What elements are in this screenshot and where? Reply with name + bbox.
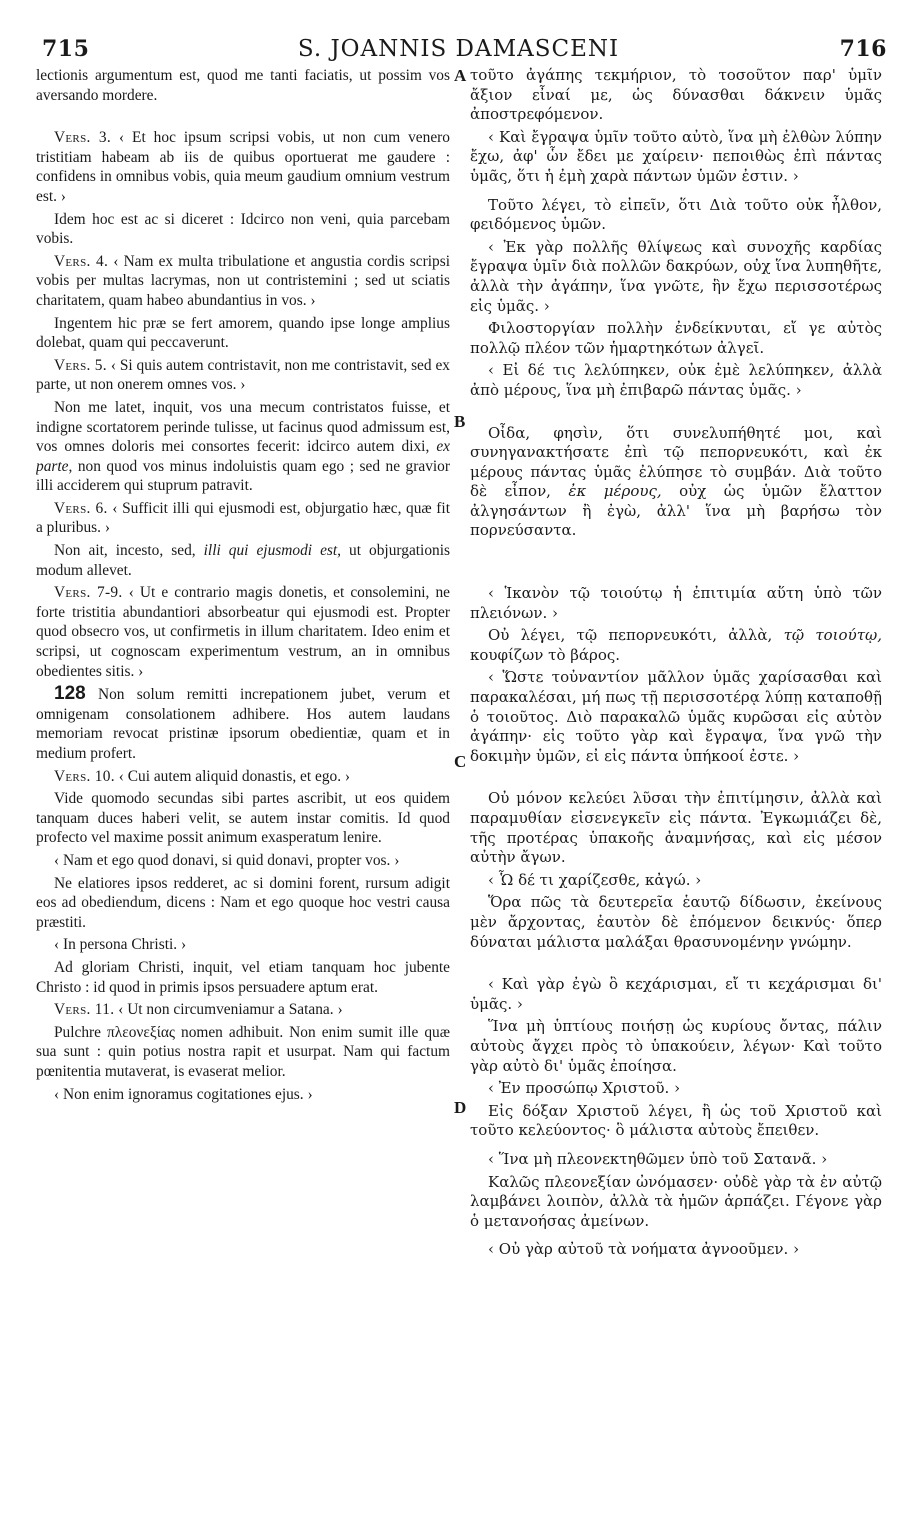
greek-paragraph: Οἶδα, φησὶν, ὅτι συνελυπήθητέ μοι, καὶ συνηγανακτήσατε ἐπὶ τῷ πεπορνευκότι, καὶ ἐκ μέρους πάντας ὑμᾶς ἐλύπησε τὸ συμβάν. Διὰ τοῦτο δὲ εἶπον, ἐκ μέρους, οὐχ ὡς ὑμῶν ἔλαττον ἀλγησάντων ἢ ἐγὼ, ἀλλ' ἵνα μὴ βαρήσω τὸν πορνεύσαντα. [470, 423, 882, 540]
greek-verse: ‹ Ἐκ γὰρ πολλῆς θλίψεως καὶ συνοχῆς καρδίας ἔγραψα ὑμῖν διὰ πολλῶν δακρύων, οὐχ ἵνα λυπηθῆτε, ἀλλὰ τὴν ἀγάπην, ἵνα γνῶτε, ἣν ἔχω περισσοτέρως εἰς ὑμᾶς. › [470, 237, 882, 315]
latin-verse-7-9: Vers. 7-9. ‹ Ut e contrario magis donetis, et consolemini, ne forte tristitia abundantiori absorbeatur qui ejusmodi est. Propter quod obsecro vos, ut confirmetis in illum charitatem. Ideo enim et scripsi, ut cognoscam experimentum vestrum, an in omnibus obedientes sitis. › [36, 584, 450, 680]
page-number-left: 715 [42, 36, 90, 62]
latin-quote: ‹ Non enim ignoramus cogitationes ejus. › [54, 1085, 313, 1103]
latin-paragraph: Ingentem hic præ se fert amorem, quando ipse longe amplius dolebat, quam qui peccaverunt. [36, 314, 450, 352]
greek-verse: ‹ Ἵνα μὴ πλεονεκτηθῶμεν ὑπὸ τοῦ Σατανᾶ. › [488, 1149, 828, 1168]
greek-paragraph: Ὅρα πῶς τὰ δευτερεῖα ἑαυτῷ δίδωσιν, ἐκείνους μὲν ἄρχοντας, ἑαυτὸν δὲ ἑπόμενον δεικνύς· ὅπερ δύναται μάλιστα μαλάξαι θρασυνομένην γνώμην. [470, 893, 882, 951]
greek-verse: ‹ Οὐ γὰρ αὐτοῦ τὰ νοήματα ἀγνοοῦμεν. › [488, 1240, 800, 1259]
latin-paragraph: Non me latet, inquit, vos una mecum contristatos fuisse, et indigne scortatorem perinde tulisse, ut facinus quod admissum est, vos omnes doloris mei consortes fecerit: idcirco autem dixi, ex parte, non quod vos minus indoluistis quam ego ; sed ne gravior illi acciderem qui stuprum patravit. [36, 398, 450, 495]
greek-paragraph: Οὐ μόνον κελεύει λῦσαι τὴν ἐπιτίμησιν, ἀλλὰ καὶ παραμυθίαν εἰσενεγκεῖν εἰς πάντα. Ἐγκωμιάζει δὲ, τῆς προτέρας ὑπακοῆς ἀναμνήσας, καὶ εἰς μέσον αὐτὴν ἄγων. [470, 789, 882, 867]
latin-verse-11: Vers. 11. ‹ Ut non circumveniamur a Satana. › [54, 1001, 343, 1019]
latin-paragraph: 128 Non solum remitti increpationem jubet, verum et omnigenam consolationem adhibere. Hos autem laudans memoriam revocat pristinæ ipsorum obedientiæ, quam et in medium profert. [36, 683, 450, 762]
greek-verse: ‹ Εἰ δέ τις λελύπηκεν, οὐκ ἐμὲ λελύπηκεν, ἀλλὰ ἀπὸ μέρους, ἵνα μὴ ἐπιβαρῶ πάντας ὑμᾶς. › [470, 361, 882, 399]
running-title: S. JOANNIS DAMASCENI [297, 36, 620, 62]
latin-paragraph: Vide quomodo secundas sibi partes ascribit, ut eos quidem tanquam duces haberi velit, se autem instar comitis. Id quod profecto vel maxime possit animum exasperatum lenire. [36, 790, 450, 847]
greek-paragraph: Εἰς δόξαν Χριστοῦ λέγει, ἢ ὡς τοῦ Χριστοῦ καὶ τοῦτο κελεύοντος· ὃ μάλιστα αὐτοὺς ἔπειθεν. [470, 1101, 882, 1140]
latin-quote: ‹ In persona Christi. › [54, 936, 187, 954]
greek-paragraph: Τοῦτο λέγει, τὸ εἰπεῖν, ὅτι Διὰ τοῦτο οὐκ ἦλθον, φειδόμενος ὑμῶν. [470, 195, 882, 234]
margin-marker-b: B [454, 412, 466, 431]
greek-verse: ‹ Ὧ δέ τι χαρίζεσθε, κἀγώ. › [488, 870, 702, 889]
verse-label: Vers. 7-9. [54, 584, 123, 602]
greek-verse: ‹ Ἐν προσώπῳ Χριστοῦ. › [488, 1079, 681, 1098]
latin-paragraph: Idem hoc est ac si diceret : Idcirco non veni, quia parcebam vobis. [36, 210, 450, 248]
latin-verse-5: Vers. 5. ‹ Si quis autem contristavit, non me contristavit, sed ex parte, ut non onerem omnes vos. › [36, 356, 450, 394]
latin-paragraph: Pulchre πλεονεξίας nomen adhibuit. Non enim sumit ille quæ sua sunt : quin potius nostra rapit et usurpat. Nam qui factum pœnitentia mutaverat, is evaserat melior. [36, 1023, 450, 1080]
latin-verse-4: Vers. 4. ‹ Nam ex multa tribulatione et angustia cordis scripsi vobis per multas lacrymas, non ut contristemini ; sed ut sciatis charitatem, quam habeo abundantius in vos. › [36, 252, 450, 309]
latin-column [36, 66, 450, 1107]
greek-verse: ‹ Καὶ γὰρ ἐγὼ ὃ κεχάρισμαι, εἴ τι κεχάρισμαι δι' ὑμᾶς. › [470, 975, 882, 1013]
verse-label: Vers. 3. [54, 129, 112, 147]
greek-paragraph: Ἵνα μὴ ὑπτίους ποιήσῃ ὡς κυρίους ὄντας, πάλιν αὐτοὺς ἄγχει πρὸς τὸ ὑπακούειν, λέγων· Καὶ τοῦτο γὰρ αὐτὸ δι' ὑμᾶς ἐποίησα. [470, 1017, 882, 1075]
verse-label: Vers. 5. [54, 356, 107, 374]
margin-marker-a: A [454, 66, 467, 85]
verse-label: Vers. 4. [54, 252, 109, 270]
greek-verse: ‹ Ὥστε τοὐναντίον μᾶλλον ὑμᾶς χαρίσασθαι καὶ παρακαλέσαι, μή πως τῇ περισσοτέρᾳ λύπῃ καταποθῇ ὁ τοιοῦτος. Διὸ παρακαλῶ ὑμᾶς κυρῶσαι εἰς αὐτὸν ἀγάπην· εἰς τοῦτο γὰρ καὶ ἔγραψα, ἵνα γνῶ τὴν δοκιμὴν ὑμῶν, εἰ εἰς πάντα ὑπήκοοί ἐστε. › [470, 668, 882, 765]
verse-label: Vers. 10. [54, 767, 115, 785]
greek-paragraph: Οὐ λέγει, τῷ πεπορνευκότι, ἀλλὰ, τῷ τοιούτῳ, κουφίζων τὸ βάρος. [470, 626, 882, 664]
latin-paragraph: lectionis argumentum est, quod me tanti faciatis, ut possim vos aversando mordere. [36, 67, 450, 104]
page-header [0, 36, 917, 66]
section-number: 128 [54, 683, 86, 705]
latin-paragraph: Non ait, incesto, sed, illi qui ejusmodi est, ut objurgationis modum allevet. [36, 542, 450, 579]
latin-quote: ‹ Nam et ego quod donavi, si quid donavi, propter vos. › [54, 851, 400, 869]
greek-paragraph: τοῦτο ἀγάπης τεκμήριον, τὸ τοσοῦτον παρ' ὑμῖν ἄξιον εἶναί με, ὡς δύνασθαι δάκνειν ὑμᾶς ἀποστρεφόμενον. [470, 66, 882, 124]
greek-column [470, 66, 882, 1263]
margin-marker-d: D [454, 1098, 467, 1117]
margin-marker-c: C [454, 752, 467, 771]
verse-label: Vers. 11. [54, 1001, 115, 1019]
latin-verse-10: Vers. 10. ‹ Cui autem aliquid donastis, et ego. › [54, 767, 351, 785]
latin-verse-6: Vers. 6. ‹ Sufficit illi qui ejusmodi est, objurgatio hæc, quæ fit a pluribus. › [36, 499, 450, 537]
latin-verse-3: Vers. 3. ‹ Et hoc ipsum scripsi vobis, ut non cum venero tristitiam habeam ab iis de quibus oportuerat me gaudere : confidens in omnibus vobis, quia meum gaudium omnium vestrum est. › [36, 129, 450, 205]
greek-verse: ‹ Καὶ ἔγραψα ὑμῖν τοῦτο αὐτὸ, ἵνα μὴ ἐλθὼν λύπην ἔχω, ἀφ' ὧν ἔδει με χαίρειν· πεποιθὼς ἐπὶ πάντας ὑμᾶς, ὅτι ἡ ἐμὴ χαρὰ πάντων ὑμῶν ἐστιν. › [470, 127, 882, 185]
greek-paragraph: Καλῶς πλεονεξίαν ὠνόμασεν· οὐδὲ γὰρ τὰ ἐν αὐτῷ λαμβάνει λοιπὸν, ἀλλὰ τὰ ἡμῶν ἁρπάζει. Γέγονε γὰρ ὁ μετανοήσας ἀμείνων. [470, 1172, 882, 1230]
greek-verse: ‹ Ἱκανὸν τῷ τοιούτῳ ἡ ἐπιτιμία αὕτη ὑπὸ τῶν πλειόνων. › [470, 584, 882, 622]
page-number-right: 716 [839, 36, 887, 62]
verse-label: Vers. 6. [54, 499, 108, 517]
greek-paragraph: Φιλοστοργίαν πολλὴν ἐνδείκνυται, εἴ γε αὐτὸς πολλῷ πλέον τῶν ἡμαρτηκότων ἀλγεῖ. [470, 319, 882, 357]
latin-paragraph: Ne elatiores ipsos redderet, ac si domini forent, rursum adigit eos ad obediendum, dicens : Nam et ego quoque hoc vestri causa præstiti. [36, 874, 450, 931]
latin-paragraph: Ad gloriam Christi, inquit, vel etiam tanquam hoc jubente Christo : id quod in primis ipsos persuadere aptum erat. [36, 958, 450, 996]
